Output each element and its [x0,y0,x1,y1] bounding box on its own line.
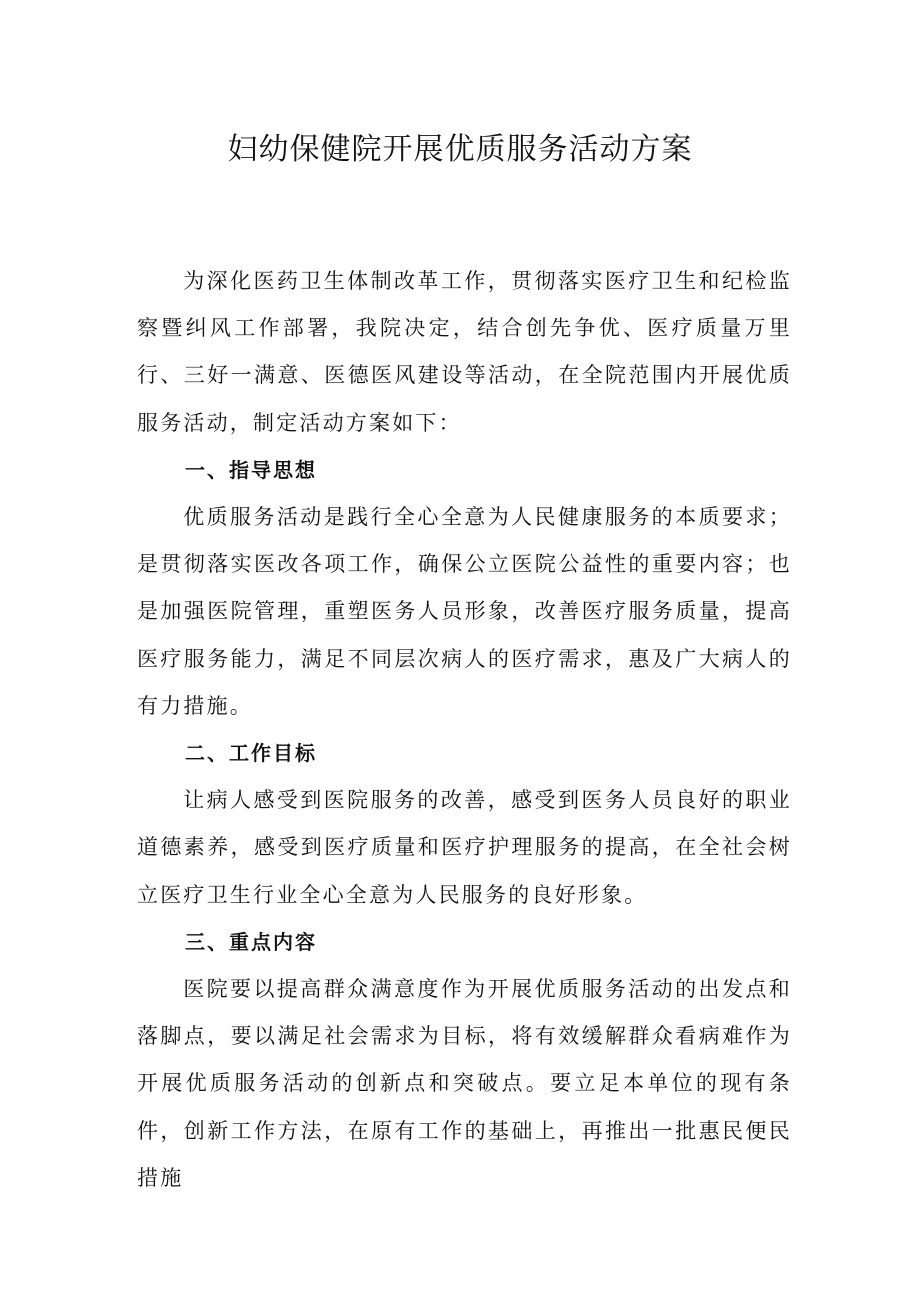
document-body [137,258,792,1202]
section-heading-guiding-ideology: 一、指导思想 [185,457,317,482]
section-paragraph-guiding-ideology: 优质服务活动是践行全心全意为人民健康服务的本质要求；是贯彻落实医改各项工作，确保公立医院公益性的重要内容；也是加强医院管理，重塑医务人员形象，改善医疗服务质量，提高医疗服务能力，满足不同层次病人的医疗需求，惠及广大病人的有力措施。 [137,505,792,718]
section-paragraph-key-content: 医院要以提高群众满意度作为开展优质服务活动的出发点和落脚点，要以满足社会需求为目标，将有效缓解群众看病难作为开展优质服务活动的创新点和突破点。要立足本单位的现有条件，创新工作方法，在原有工作的基础上，再推出一批惠民便民措施 [137,977,792,1190]
section-heading-key-content: 三、重点内容 [185,929,317,954]
intro-paragraph: 为深化医药卫生体制改革工作，贯彻落实医疗卫生和纪检监察暨纠风工作部署，我院决定，结合创先争优、医疗质量万里行、三好一满意、医德医风建设等活动，在全院范围内开展优质服务活动，制定活动方案如下： [137,269,792,435]
section-paragraph-work-goals: 让病人感受到医院服务的改善，感受到医务人员良好的职业道德素养，感受到医疗质量和医疗护理服务的提高，在全社会树立医疗卫生行业全心全意为人民服务的良好形象。 [137,788,792,907]
section-heading-work-goals: 二、工作目标 [185,741,317,766]
document-title: 妇幼保健院开展优质服务活动方案 [227,132,693,167]
